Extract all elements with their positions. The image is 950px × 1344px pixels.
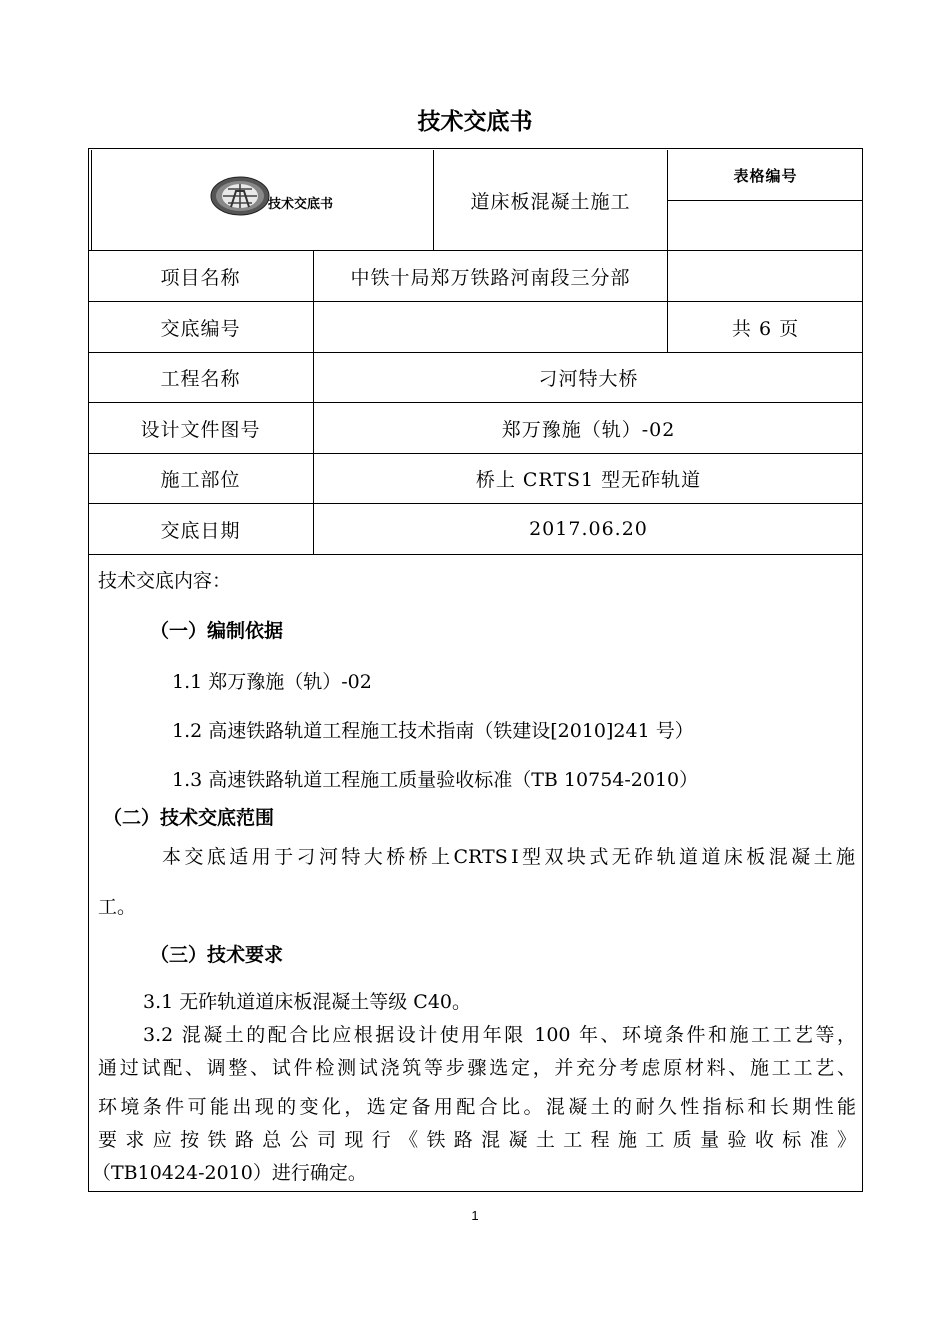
construction-item: 道床板混凝土施工 <box>470 190 631 213</box>
row-divider <box>88 554 863 555</box>
requirement-item: 3.1 无砟轨道道床板混凝土等级 C40。 <box>143 991 472 1013</box>
requirement-text-line: （TB10424-2010）进行确定。 <box>92 1162 367 1184</box>
basis-item: 1.2 高速铁路轨道工程施工技术指南（铁建设[2010]241 号） <box>172 720 694 742</box>
section-heading-basis: （一）编制依据 <box>150 620 284 642</box>
section-heading-scope: （二）技术交底范围 <box>103 807 275 829</box>
construction-location-value: 桥上 CRTS1 型无砟轨道 <box>475 469 702 491</box>
basis-item: 1.1 郑万豫施（轨）-02 <box>172 671 372 693</box>
construction-location-label: 施工部位 <box>160 469 241 491</box>
requirement-text-line: 3.2 混凝土的配合比应根据设计使用年限 100 年、环境条件和施工工艺等， <box>143 1024 856 1046</box>
scope-text-line: 本交底适用于刁河特大桥桥上CRTSⅠ型双块式无砟轨道道床板混凝土施 <box>162 846 855 868</box>
disclosure-date-value: 2017.06.20 <box>529 518 648 540</box>
page-count: 共 6 页 <box>731 317 800 340</box>
project-name-label: 项目名称 <box>160 266 241 289</box>
page-number: 1 <box>471 1208 479 1223</box>
disclosure-number-value <box>314 302 667 352</box>
requirement-text-line: 环境条件可能出现的变化，选定备用配合比。混凝土的耐久性指标和长期性能 <box>98 1096 856 1118</box>
project-name-value: 中铁十局郑万铁路河南段三分部 <box>350 266 631 289</box>
engineering-name-value: 刁河特大桥 <box>538 368 639 390</box>
logo-caption: 技术交底书 <box>268 197 334 212</box>
design-drawing-value: 郑万豫施（轨）-02 <box>501 418 676 441</box>
basis-item: 1.3 高速铁路轨道工程施工质量验收标准（TB 10754-2010） <box>172 769 699 791</box>
document-title: 技术交底书 <box>417 109 533 135</box>
design-drawing-label: 设计文件图号 <box>140 418 261 441</box>
project-name-extra <box>668 251 863 301</box>
content-intro: 技术交底内容： <box>98 570 232 592</box>
engineering-name-label: 工程名称 <box>160 368 241 390</box>
section-heading-requirements: （三）技术要求 <box>150 944 284 966</box>
scope-text-line: 工。 <box>98 896 137 918</box>
form-number-label: 表格编号 <box>733 166 798 185</box>
disclosure-date-label: 交底日期 <box>160 519 241 542</box>
form-number-value <box>668 201 863 250</box>
requirement-text-line: 要求应按铁路总公司现行《铁路混凝土工程施工质量验收标准》 <box>98 1129 856 1151</box>
disclosure-number-label: 交底编号 <box>160 317 241 340</box>
requirement-text-line: 通过试配、调整、试件检测试浇筑等步骤选定，并充分考虑原材料、施工工艺、 <box>98 1057 856 1079</box>
company-logo-icon <box>209 175 271 217</box>
header-inner-border <box>91 150 92 251</box>
